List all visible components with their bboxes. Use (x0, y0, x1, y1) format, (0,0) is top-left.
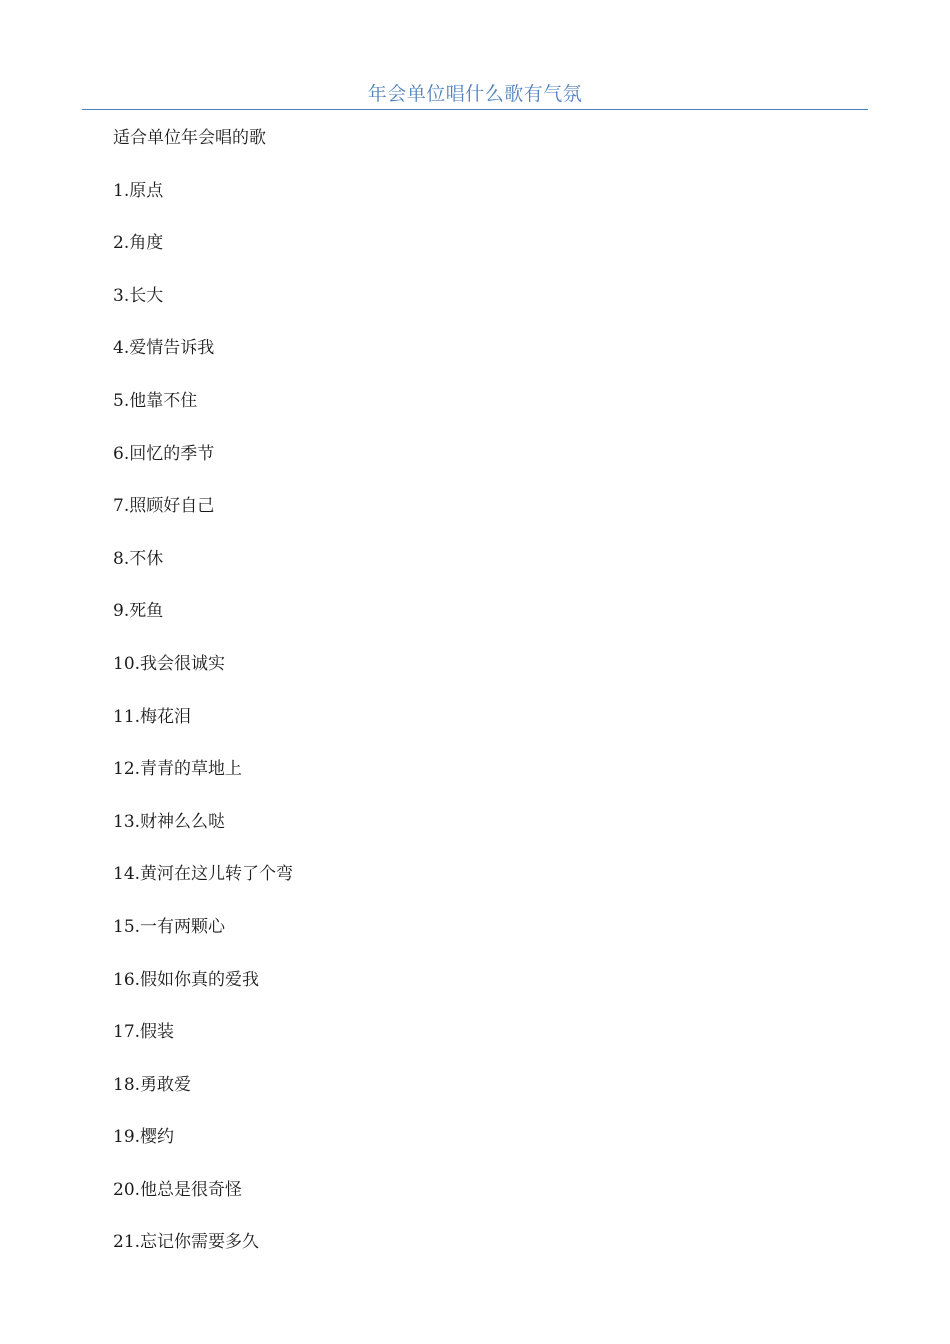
song-item: 15.一有两颗心 (113, 916, 226, 937)
document-body (113, 124, 853, 1281)
song-item: 10.我会很诚实 (113, 653, 226, 674)
page-header (82, 80, 868, 110)
song-list (113, 177, 853, 1257)
song-item: 17.假装 (113, 1022, 175, 1043)
song-item: 2.角度 (113, 233, 164, 254)
song-item: 16.假如你真的爱我 (113, 969, 260, 990)
song-item: 14.黄河在这儿转了个弯 (113, 864, 294, 885)
song-item: 6.回忆的季节 (113, 443, 215, 464)
song-item: 19.樱约 (113, 1127, 175, 1148)
song-item: 12.青青的草地上 (113, 759, 243, 780)
song-item: 3.长大 (113, 285, 164, 306)
song-item: 5.他靠不住 (113, 390, 198, 411)
song-item: 4.爱情告诉我 (113, 338, 215, 359)
song-item: 9.死鱼 (113, 601, 164, 622)
document-title: 年会单位唱什么歌有气氛 (367, 83, 583, 105)
song-item: 20.他总是很奇怪 (113, 1179, 243, 1200)
song-item: 7.照顾好自己 (113, 496, 215, 517)
intro-paragraph: 适合单位年会唱的歌 (113, 128, 266, 148)
song-item: 8.不休 (113, 548, 164, 569)
song-item: 1.原点 (113, 180, 164, 201)
song-item: 11.梅花泪 (113, 706, 192, 727)
song-item: 21.忘记你需要多久 (113, 1232, 260, 1253)
song-item: 18.勇敢爱 (113, 1074, 192, 1095)
song-item: 13.财神么么哒 (113, 811, 226, 832)
